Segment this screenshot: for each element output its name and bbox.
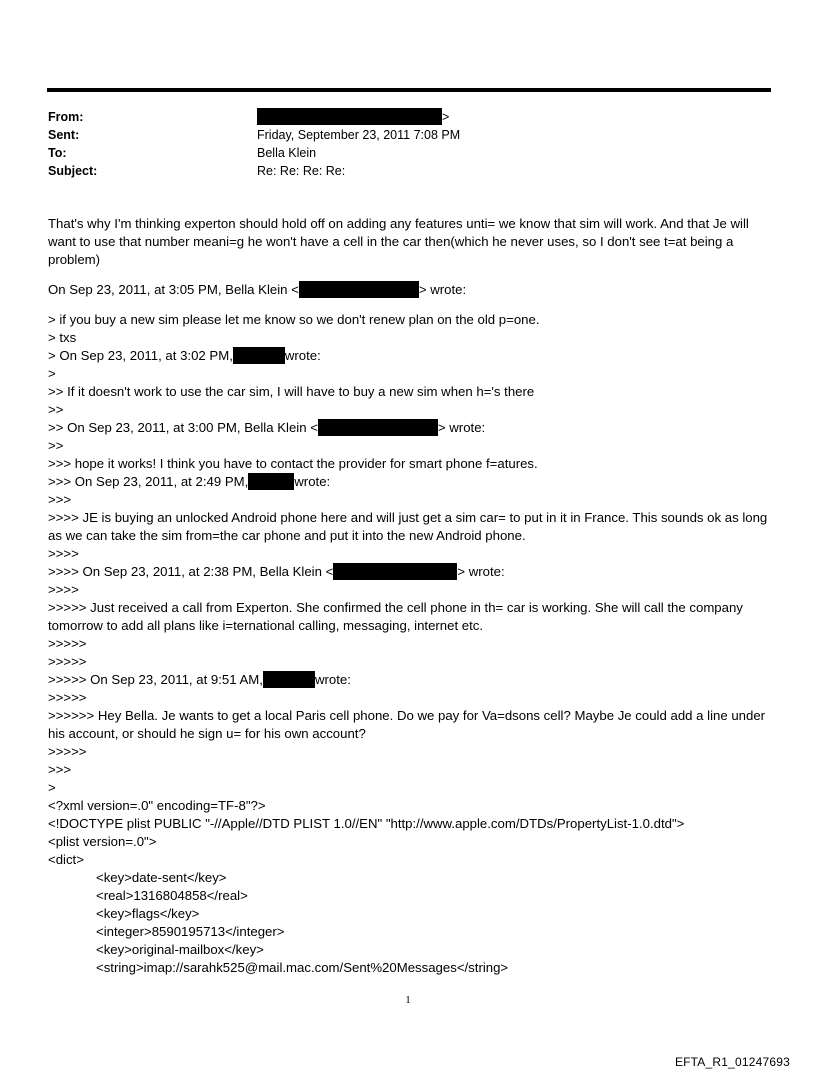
quoted-line: > [48, 366, 56, 381]
xml-line: <?xml version=.0" encoding=TF-8"?> [48, 798, 266, 813]
redaction-box [257, 108, 442, 125]
quoted-line: >>>> [48, 546, 79, 561]
xml-line: <string>imap://sarahk525@mail.mac.com/Sent%20Messages</string> [96, 960, 509, 975]
xml-line: <key>flags</key> [96, 906, 200, 921]
redaction-box [233, 347, 285, 364]
sent-label: Sent: [48, 128, 80, 142]
xml-line: <key>date-sent</key> [96, 870, 227, 885]
xml-line: <dict> [48, 852, 84, 867]
quoted-line: >>>>> [48, 636, 87, 651]
quoted-line: >>>> On Sep 23, 2011, at 2:38 PM, Bella Klein < > wrote: [48, 564, 505, 579]
quoted-line: >>> On Sep 23, 2011, at 2:49 PM, wrote: [48, 474, 331, 489]
quoted-line: >>> hope it works! I think you have to contact the provider for smart phone f=atures. [48, 456, 538, 471]
quoted-line: >> [48, 402, 64, 417]
xml-line: <!DOCTYPE plist PUBLIC "-//Apple//DTD PLIST 1.0//EN" "http://www.apple.com/DTDs/PropertyList-1.0.dtd"> [48, 816, 685, 831]
quoted-line: > On Sep 23, 2011, at 3:02 PM, wrote: [48, 348, 321, 363]
quoted-line: >>>>> [48, 744, 87, 759]
to-value: Bella Klein [257, 146, 317, 160]
quoted-line: >> On Sep 23, 2011, at 3:00 PM, Bella Klein < > wrote: [48, 420, 486, 435]
quoted-line: >>> [48, 492, 72, 507]
quoted-line: >> [48, 438, 64, 453]
header-rule [47, 88, 771, 92]
subject-value: Re: Re: Re: Re: [257, 164, 346, 178]
to-label: To: [48, 146, 67, 160]
quoted-line: >>>>> [48, 690, 87, 705]
quoted-line: > txs [48, 330, 77, 345]
from-label: From: [48, 110, 84, 124]
quoted-line: > if you buy a new sim please let me know so we don't renew plan on the old p=one. [48, 312, 540, 327]
quoted-line: >>>> JE is buying an unlocked Android phone here and will just get a sim car= to put in it in France. This sounds ok as long as we can take the sim from=the car phone and put it into the new Android phone. [48, 510, 768, 543]
quoted-line: >>>> [48, 582, 79, 597]
quote-header-1: On Sep 23, 2011, at 3:05 PM, Bella Klein < > wrote: [48, 282, 467, 297]
quoted-line: >>>>> Just received a call from Experton. She confirmed the cell phone in th= car is working. She will call the company tomorrow to add all plans like i=ternational calling, messaging, internet etc. [48, 600, 743, 633]
quoted-line: >>>>> [48, 654, 87, 669]
redaction-box [299, 281, 419, 298]
xml-line: <plist version=.0"> [48, 834, 157, 849]
xml-line: <integer>8590195713</integer> [96, 924, 285, 939]
quoted-line: >>> [48, 762, 72, 777]
subject-label: Subject: [48, 164, 98, 178]
redaction-box [333, 563, 457, 580]
quoted-line: >>>>> On Sep 23, 2011, at 9:51 AM, wrote: [48, 672, 351, 687]
quoted-line: >>>>>> Hey Bella. Je wants to get a local Paris cell phone. Do we pay for Va=dsons cell? Maybe Je could add a line under his account, or should he sign u= for his own account? [48, 708, 766, 741]
redaction-box [248, 473, 294, 490]
redaction-box [318, 419, 438, 436]
redaction-box [263, 671, 315, 688]
document-id: EFTA_R1_01247693 [674, 1055, 790, 1069]
from-value-text: > [442, 110, 450, 124]
xml-line: <real>1316804858</real> [96, 888, 248, 903]
email-body [48, 215, 773, 977]
sent-value: Friday, September 23, 2011 7:08 PM [257, 128, 461, 142]
page-number: 1 [405, 994, 411, 1006]
from-value [257, 108, 449, 126]
intro-paragraph: That's why I'm thinking experton should hold off on adding any features unti= we know that sim will work. And that Je will want to use that number meani=g he won't have a cell in the car then(which he never uses, so I don't see t=at being a problem) [48, 216, 749, 267]
xml-line: <key>original-mailbox</key> [96, 942, 264, 957]
quoted-line: > [48, 780, 56, 795]
quoted-line: >> If it doesn't work to use the car sim, I will have to buy a new sim when h='s there [48, 384, 535, 399]
